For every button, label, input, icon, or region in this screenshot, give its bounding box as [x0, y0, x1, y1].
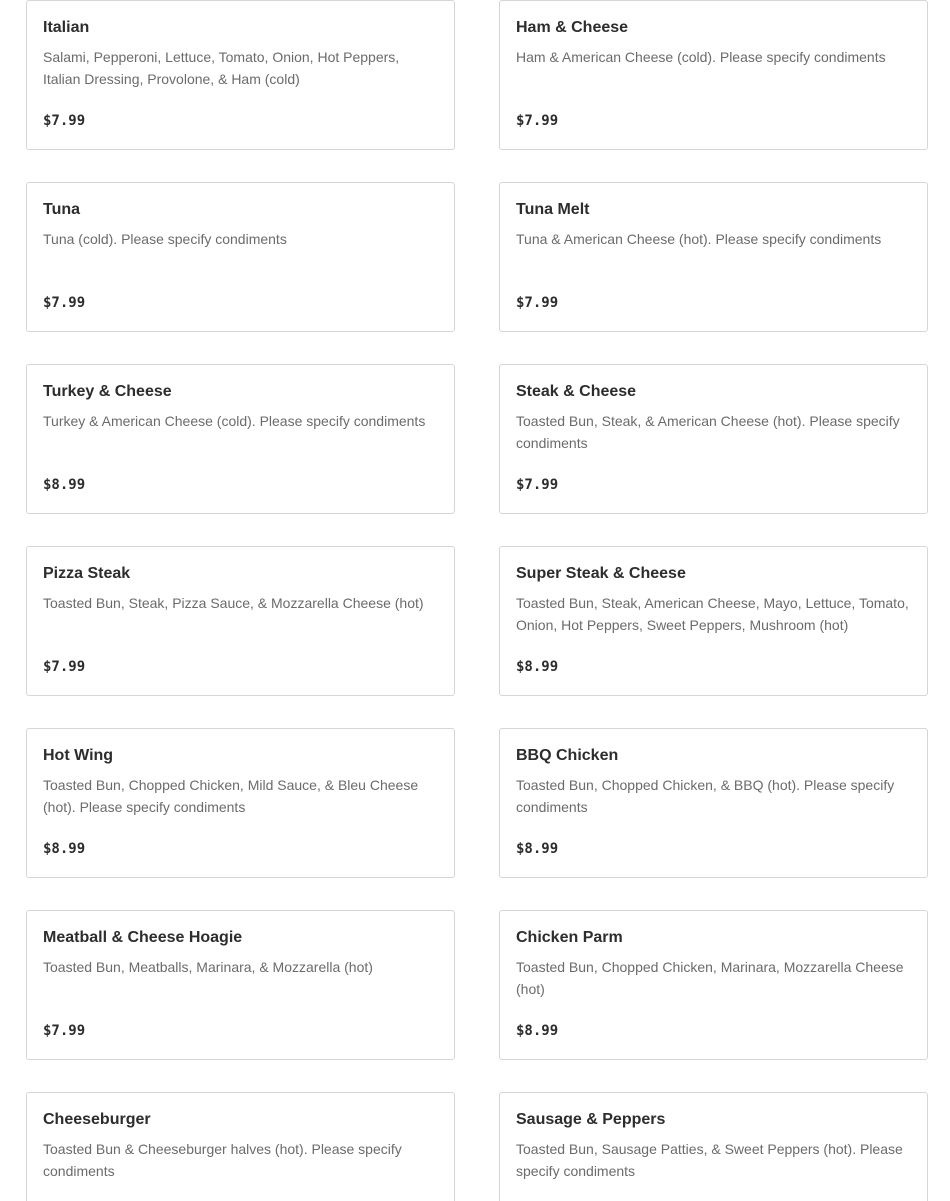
item-price: $7.99 [43, 1023, 86, 1039]
item-price: $8.99 [516, 1023, 559, 1039]
item-price: $7.99 [43, 295, 86, 311]
menu-item-card[interactable] [26, 910, 455, 1060]
item-price: $7.99 [516, 295, 559, 311]
item-description: Toasted Bun, Chopped Chicken, & BBQ (hot). Please specify condiments [516, 777, 895, 815]
item-name: Chicken Parm [516, 929, 623, 946]
item-price: $8.99 [43, 477, 86, 493]
menu-item-card[interactable] [499, 910, 928, 1060]
item-description: Toasted Bun, Steak, Pizza Sauce, & Mozzarella Cheese (hot) [43, 595, 424, 611]
menu-item-card[interactable] [499, 1092, 928, 1201]
item-price: $7.99 [43, 113, 86, 129]
menu-item-card[interactable] [26, 0, 455, 150]
item-description: Toasted Bun, Steak, American Cheese, Mayo, Lettuce, Tomato, Onion, Hot Peppers, Sweet Peppers, Mushroom (hot) [516, 595, 909, 633]
item-name: Italian [43, 19, 90, 36]
item-description: Toasted Bun, Sausage Patties, & Sweet Peppers (hot). Please specify condiments [516, 1141, 903, 1179]
item-name: Super Steak & Cheese [516, 565, 686, 582]
item-price: $7.99 [516, 113, 559, 129]
menu-item-card[interactable] [26, 364, 455, 514]
item-description: Tuna & American Cheese (hot). Please specify condiments [516, 231, 882, 247]
menu-item-card[interactable] [26, 546, 455, 696]
item-description: Toasted Bun, Chopped Chicken, Mild Sauce, & Bleu Cheese (hot). Please specify condiments [43, 777, 419, 815]
menu-item-card[interactable] [499, 182, 928, 332]
item-name: Cheeseburger [43, 1111, 151, 1128]
item-description: Turkey & American Cheese (cold). Please specify condiments [43, 413, 426, 429]
item-description: Salami, Pepperoni, Lettuce, Tomato, Onion, Hot Peppers, Italian Dressing, Provolone, & Ham (cold) [43, 49, 400, 87]
menu-item-card[interactable] [26, 1092, 455, 1201]
item-price: $8.99 [516, 841, 559, 857]
item-name: Steak & Cheese [516, 383, 637, 400]
item-price: $7.99 [516, 477, 559, 493]
item-name: Sausage & Peppers [516, 1111, 666, 1128]
menu-item-card[interactable] [499, 728, 928, 878]
item-description: Toasted Bun, Steak, & American Cheese (hot). Please specify condiments [516, 413, 900, 451]
item-price: $8.99 [516, 659, 559, 675]
item-description: Tuna (cold). Please specify condiments [43, 231, 287, 247]
item-description: Toasted Bun & Cheeseburger halves (hot). Please specify condiments [43, 1141, 402, 1179]
item-name: Ham & Cheese [516, 19, 629, 36]
item-name: Hot Wing [43, 747, 114, 764]
item-name: Tuna Melt [516, 201, 590, 218]
item-name: Pizza Steak [43, 565, 131, 582]
menu-item-card[interactable] [26, 182, 455, 332]
item-description: Toasted Bun, Chopped Chicken, Marinara, Mozzarella Cheese (hot) [516, 959, 904, 997]
item-name: Tuna [43, 201, 81, 218]
menu-item-card[interactable] [26, 728, 455, 878]
menu-item-card[interactable] [499, 0, 928, 150]
item-description: Toasted Bun, Meatballs, Marinara, & Mozzarella (hot) [43, 959, 373, 975]
menu-item-card[interactable] [499, 364, 928, 514]
item-description: Ham & American Cheese (cold). Please specify condiments [516, 49, 886, 65]
item-name: Meatball & Cheese Hoagie [43, 929, 243, 946]
menu-item-card[interactable] [499, 546, 928, 696]
item-price: $8.99 [43, 841, 86, 857]
item-name: Turkey & Cheese [43, 383, 172, 400]
item-name: BBQ Chicken [516, 747, 619, 764]
item-price: $7.99 [43, 659, 86, 675]
